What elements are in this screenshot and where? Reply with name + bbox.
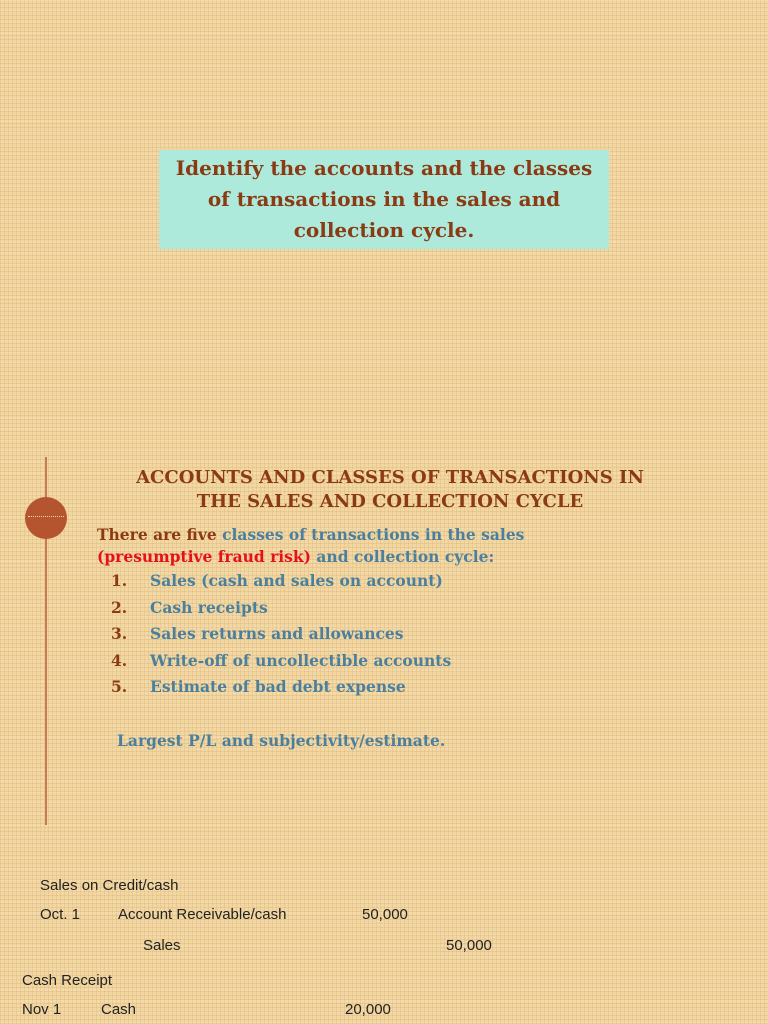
section-heading	[90, 466, 690, 514]
list-item-text: Sales (cash and sales on account)	[150, 571, 443, 590]
list-item-number: 1.	[111, 571, 128, 590]
cash-debit-account: Cash	[101, 1001, 137, 1018]
list-item-text: Estimate of bad debt expense	[150, 677, 406, 697]
intro-part-4: and collection cycle:	[310, 547, 495, 566]
section-heading-line-2: THE SALES AND COLLECTION CYCLE	[196, 491, 584, 512]
list-item-number: 4.	[111, 650, 128, 670]
sales-credit-account: Sales	[143, 937, 181, 954]
list-item	[111, 568, 451, 595]
list-item-number: 2.	[111, 597, 128, 617]
sales-credit-amount: 50,000	[446, 937, 492, 954]
summary-text: Largest P/L and subjectivity/estimate.	[117, 731, 446, 750]
cash-debit-amount: 20,000	[345, 1001, 391, 1018]
sales-debit-account: Account Receivable/cash	[118, 906, 287, 923]
intro-part-2: classes of transactions in the sales	[222, 525, 525, 544]
sales-journal-heading: Sales on Credit/cash	[40, 877, 179, 894]
title-text: Identify the accounts and the classes of transactions in the sales and collection cycle.	[175, 156, 593, 242]
list-item-number: 5.	[111, 677, 128, 697]
list-item	[111, 621, 451, 648]
list-item	[111, 595, 451, 622]
list-item	[111, 648, 451, 675]
list-item-number: 3.	[111, 624, 128, 644]
list-item-text: Write-off of uncollectible accounts	[150, 650, 452, 670]
intro-fraud-risk: (presumptive fraud risk)	[97, 547, 311, 566]
sales-journal-date: Oct. 1	[40, 906, 81, 923]
transaction-classes-list	[111, 568, 451, 701]
list-item	[111, 674, 451, 701]
intro-part-1: There are five	[97, 525, 223, 544]
cash-journal-date: Nov 1	[22, 1001, 62, 1018]
list-item-text: Sales returns and allowances	[150, 624, 404, 644]
sales-debit-amount: 50,000	[362, 906, 408, 923]
list-item-text: Cash receipts	[150, 597, 268, 617]
intro-paragraph	[97, 524, 737, 568]
decorative-circle-icon	[25, 497, 67, 539]
title-box	[159, 150, 609, 249]
cash-journal-heading: Cash Receipt	[22, 972, 113, 989]
section-heading-line-1: ACCOUNTS AND CLASSES OF TRANSACTIONS IN	[136, 467, 644, 488]
